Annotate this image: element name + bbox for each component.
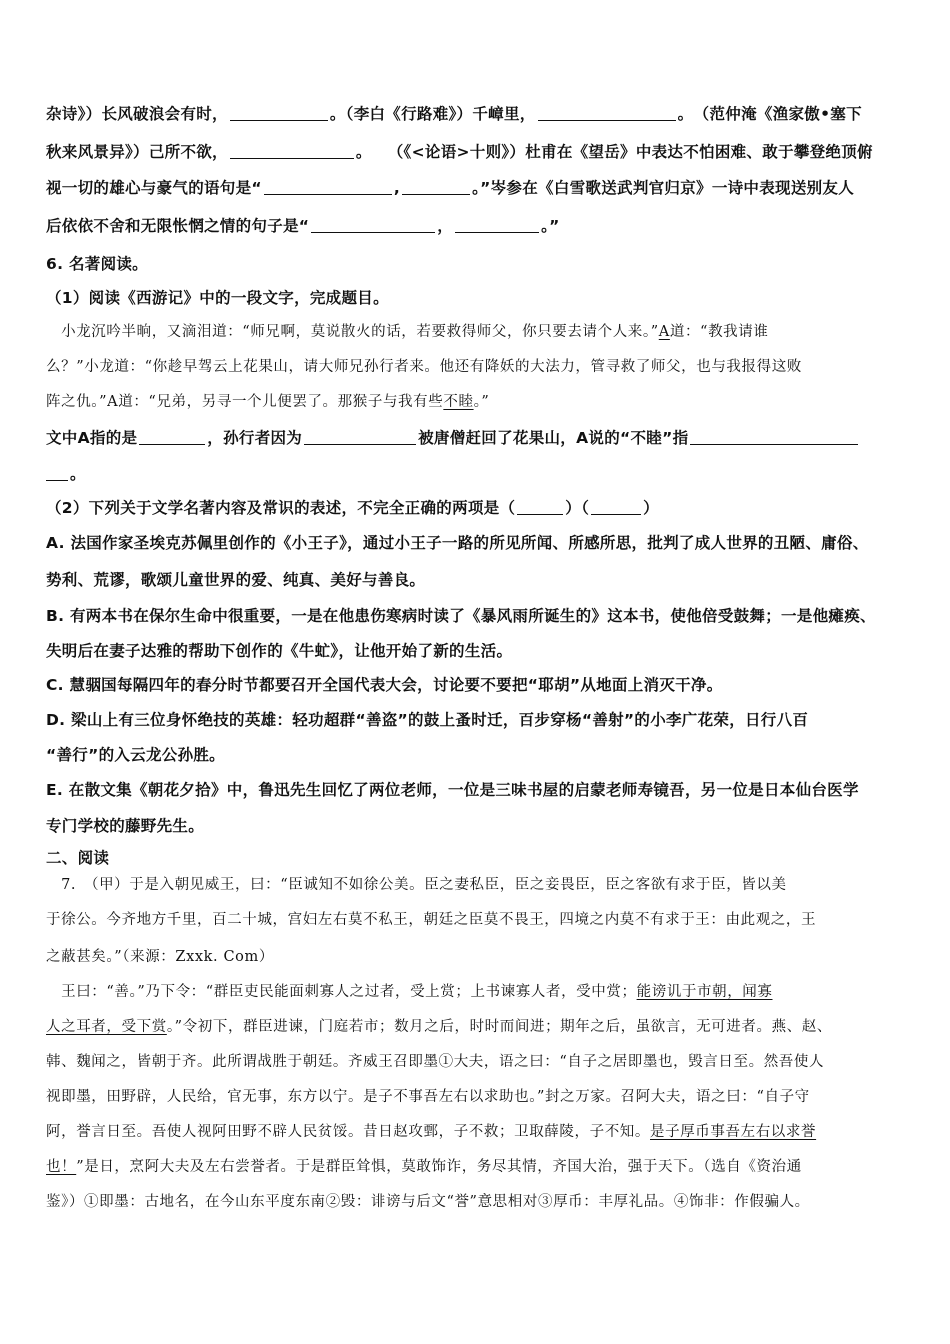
option-b-line-2: 失明后在妻子达雅的帮助下创作的《牛虻》，让他开始了新的生活。 (46, 642, 513, 660)
section-2-title: 二、阅读 (46, 849, 110, 867)
q6-passage-2: 么？”小龙道：“你趁早驾云上花果山，请大师兄孙行者来。他还有降妖的大法力，管寻救了师父，也与我报得这败 (46, 359, 802, 375)
poem-line-1: 杂诗》）长风破浪会有时， 。（李白《行路难》）千嶂里， 。 （范仲淹《渔家傲•塞下 (46, 105, 862, 123)
option-e-line-1: E. 在散文集《朝花夕拾》中，鲁迅先生回忆了两位老师，一位是三味书屋的启蒙老师寿镜吾，另一位是日本仙台医学 (46, 781, 859, 799)
reading-line-5: 人之耳者，受下赏。”令初下，群臣进谏，门庭若市；数月之后，时时而间进；期年之后，虽欲言，无可进者。燕、赵、 (46, 1019, 832, 1035)
q6-passage-3: 阵之仇。”A道：“兄弟，另寻一个儿便罢了。那猴子与我有些不睦。” (46, 394, 490, 410)
poem-line-3: 视一切的雄心与豪气的语句是“ , 。”岑参在《白雪歌送武判官归京》一诗中表现送别友人 (46, 179, 855, 197)
reading-footnotes: 鉴》）①即墨：古地名，在今山东平度东南②毁：诽谤与后文“誉”意思相对③厚币：丰厚礼品。④饰非：作假骗人。 (46, 1194, 810, 1210)
answer-blank[interactable] (264, 180, 392, 195)
answer-blank[interactable] (230, 144, 354, 159)
answer-blank[interactable] (517, 500, 563, 515)
answer-blank[interactable] (304, 430, 416, 445)
q6-sub1: （1）阅读《西游记》中的一段文字，完成题目。 (46, 289, 389, 307)
reading-line-8: 阿，誉言日至。吾使人视阿田野不辟人民贫馁。昔日赵攻鄄，子不救；卫取薛陵，子不知。是子厚币事吾左右以求誉 (46, 1124, 817, 1140)
option-e-line-2: 专门学校的藤野先生。 (46, 817, 205, 835)
reading-line-1: 7. （甲）于是入朝见威王，曰：“臣诚知不如徐公美。臣之妻私臣，臣之妾畏臣，臣之客欲有求于臣，皆以美 (46, 877, 787, 893)
answer-blank[interactable] (538, 106, 676, 121)
q6-question-end: 。 (46, 462, 86, 484)
option-b-line-1: B. 有两本书在保尔生命中很重要，一是在他患伤寒病时读了《暴风雨所诞生的》这本书，使他倍受鼓舞；一是他瘫痪、 (46, 607, 876, 625)
option-d-line-2: “善行”的入云龙公孙胜。 (46, 746, 225, 764)
reading-line-2: 于徐公。今齐地方千里，百二十城，宫妇左右莫不私王，朝廷之臣莫不畏王，四境之内莫不有求于王：由此观之，王 (46, 912, 817, 928)
answer-blank[interactable] (690, 430, 858, 445)
option-a-line-2: 势利、荒谬，歌颂儿童世界的爱、纯真、美好与善良。 (46, 571, 426, 589)
reading-line-3: 之蔽甚矣。”（来源：Zxxk. Com） (46, 949, 274, 965)
answer-blank[interactable] (230, 106, 328, 121)
q6-passage-1: 小龙沉吟半晌，又滴泪道：“师兄啊，莫说散火的话，若要救得师父，你只要去请个人来。”A道：“教我请谁 (46, 324, 769, 340)
answer-blank[interactable] (139, 430, 205, 445)
option-d-line-1: D. 梁山上有三位身怀绝技的英雄：轻功超群“善盗”的鼓上蚤时迁，百步穿杨“善射”的小李广花荣，日行八百 (46, 711, 809, 729)
q6-question-line: 文中A指的是 ，孙行者因为 被唐僧赶回了花果山，A说的“不睦”指 (46, 426, 860, 448)
option-a-line-1: A. 法国作家圣埃克苏佩里创作的《小王子》，通过小王子一路的所见所闻、所感所思，批判了成人世界的丑陋、庸俗、 (46, 534, 869, 552)
option-c: C. 慧骃国每隔四年的春分时节都要召开全国代表大会，讨论要不要把“耶胡”从地面上消灭干净。 (46, 676, 723, 694)
q6-sub2: （2）下列关于文学名著内容及常识的表述，不完全正确的两项是（ ）（ ） (46, 499, 659, 517)
answer-blank[interactable] (311, 218, 435, 233)
answer-blank[interactable] (591, 500, 641, 515)
reading-line-4: 王曰：“善。”乃下令：“群臣吏民能面刺寡人之过者，受上赏；上书谏寡人者，受中赏；能谤讥于市朝，闻寡 (46, 984, 773, 1000)
answer-blank[interactable] (402, 180, 470, 195)
reading-line-7: 视即墨，田野辟，人民给，官无事，东方以宁。是子不事吾左右以求助也。”封之万家。召阿大夫，语之曰：“自子守 (46, 1089, 810, 1105)
poem-line-2: 秋来风景异》）己所不欲， 。 （《<论语>十则》）杜甫在《望岳》中表达不怕困难、敢于攀登绝顶俯 (46, 143, 873, 161)
answer-blank[interactable] (46, 466, 68, 481)
answer-blank[interactable] (455, 218, 539, 233)
reading-line-9: 也！”是日，烹阿大夫及左右尝誉者。于是群臣耸惧，莫敢饰诈，务尽其情，齐国大治，强于天下。（选自《资治通 (46, 1159, 802, 1175)
poem-line-4: 后依依不舍和无限怅惘之情的句子是“ ， 。” (46, 217, 560, 235)
reading-line-6: 韩、魏闻之，皆朝于齐。此所谓战胜于朝廷。齐威王召即墨①大夫，语之曰：“自子之居即墨也，毁言日至。然吾使人 (46, 1054, 825, 1070)
q6-title: 6. 名著阅读。 (46, 255, 148, 273)
